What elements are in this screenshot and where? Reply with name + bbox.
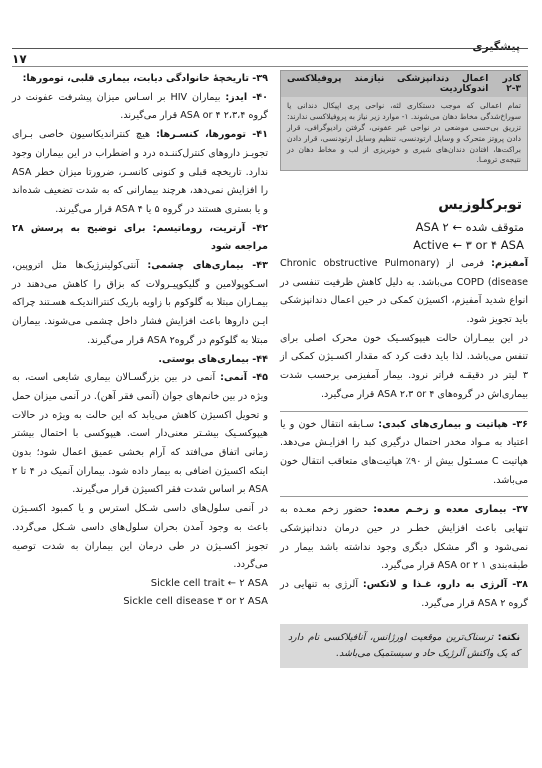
page-number: ۱۷	[12, 52, 27, 66]
info-box	[280, 70, 528, 171]
ulcer-heading: ۳۷- بیماری معده و زخـم معده:	[373, 504, 528, 516]
arthritis-heading: ۴۲- آرتریت، روماتیسم: برای توضیح به پرسش ۲۸ مراجعه شود	[12, 222, 268, 253]
anemia-paragraph	[12, 369, 268, 500]
hypoxia-paragraph: در این بیمـاران حالت هیپوکسـیک خون محرک اصلی برای تنفس می‌باشد. لذا باید دقت کرد که مقدار اکسـیژن کمکی از ۳ لیتر در دقیقـه فراتر نرود. بیمار آمفیزمی برحسب شدت بیماری‌اش در گروه‌های ASA ۲،۳ or ۴ قرار می‌گیرد.	[280, 332, 528, 400]
ulcer-paragraph	[280, 501, 528, 576]
aids-heading: ۴۰- ایدز:	[225, 91, 268, 103]
allergy-text: آلرژی به تنهایی در گروه ۲ ASA قرار می‌گیرد.	[280, 579, 528, 609]
family-history-title: ۳۹- تاریخچهٔ خانوادگی دیابت، بیماری قلبی، تومورها:	[22, 73, 268, 84]
note-text: ترسناک‌ترین موقعیت اورژانس، آنافیلاکسی نام دارد که یک واکنش آلرژیک حاد و سیستمیک می‌باشد.	[288, 631, 520, 659]
allergy-heading: ۳۸- آلرژی به دارو، غـذا و لاتکس:	[362, 579, 528, 591]
skin-heading: ۴۴- بیماری‌های بوستی.	[158, 353, 268, 365]
anemia-heading: ۴۵- آنمی:	[220, 372, 269, 384]
header-rule-bottom	[12, 66, 528, 67]
left-column	[12, 70, 268, 611]
emphysema-heading: آمفیزم:	[491, 257, 528, 269]
info-box-body: تمام اعمالی که موجب دستکاری لثه، نواحی پری اپیکال دندانی یا سوراخ‌شدگی مخاط دهان می‌شوند. ۱- موارد زیر نیاز به پروفیلاکسی ندارند: تزریق بی‌حسی موضعی در نواحی غیر عفونی، گرفتن رادیوگرافی، قرار دادن پروتز متحرک و وسایل ارتودنسی، تنظیم وسایل ارتودنسی، قرار دادن براکت‌ها، افتادن دندان‌های شیری و خونریزی از لب و مخاط دهان در نتیجه‌ی ترومـا.	[287, 101, 521, 165]
eye-heading: ۴۳- بیماری‌های چشمی:	[147, 260, 269, 272]
info-box-label: کادر ۳-۲	[502, 74, 521, 94]
divider	[280, 411, 528, 412]
aids-text: بیماران HIV بر اسـاس میزان پیشرفت عفونت در گروه ۲،۳،۴ ASA or ۴ قرار می‌گیرند.	[12, 91, 268, 122]
family-history-heading	[12, 70, 268, 89]
divider	[280, 496, 528, 497]
sickle-trait-arrow: Sickle cell trait ← ۲ ASA	[150, 577, 268, 589]
tb-arrow-1: متوقف شده ← ۲ ASA	[415, 220, 524, 235]
tumors-heading: ۴۱- تومورها، کنسـرها:	[156, 129, 268, 141]
sickle-paragraph: در آنمی سلول‌های داسی شـکل استرس و یا کمبود اکسـیژن باعث به وجود آمدن بحران سلول‌های داسی شـکل می‌گردد. تجویز اکسـیژن در طی درمان این بیماران به شدت توصیه می‌گردد.	[12, 503, 268, 571]
tb-arrow-2: Active ← ۳ or ۴ ASA	[413, 238, 524, 253]
running-header-title: پیشگیری	[472, 40, 520, 53]
arthritis-paragraph	[12, 220, 268, 257]
aids-paragraph	[12, 89, 268, 126]
ulcer-text: حضور زخم معـده به تنهایی باعث افزایش خطـر در حین درمان دندانپزشکی نمی‌شود و اگر مشکل دیگری وجود نداشته باشد بیمار در طبقه‌بندی ۱ ASA or ۲ قرار می‌گیرد.	[280, 504, 528, 572]
info-box-header	[281, 71, 527, 97]
hepatitis-paragraph	[280, 416, 528, 491]
info-box-title: اعمال دندانپزشکی نیازمند پروفیلاکسی اندوکاردیت	[287, 74, 489, 94]
hepatitis-text: سـابقه انتقال خون و یا اعتیاد به مـواد مخدر احتمال درگیری کبد را افزایـش می‌دهد. هپاتیت C مسـئول بیش از ۹۰٪ هپاتیت‌های متعاقب انتقال خون می‌باشد.	[280, 418, 528, 486]
eye-text: آنتی‌کولینرژیک‌ها مثل اتروپین، اسـکوپولامین و گلیکوپیـرولات که بزاق را کاهش می‌دهند در بیمـاران مبتلا به گلوکوم با زاویه باریک کنترااندیکـه هسـتند چراکه ایـن داروها باعث افزایش فشار داخل چشمی می‌شوند. بیماران مبتلا به گلوکوم در گروه۲ ASA قرار می‌گیرند.	[12, 260, 268, 346]
emphysema-paragraph	[280, 255, 528, 330]
tumors-text: هیچ کنتراندیکاسیون خاصی بـرای تجویـز داروهای کنترل‌کننـده درد و اضطراب در این بیماران وجود ندارد. تاریخچه قبلی و کنونی کانسـر، ضرورتا میزان خطر ASA را افزایش نمی‌دهد، هرچند بیمارانی که به شدت تضعیف شده‌اند و یا بستری هستند در گروه ۵ یا ۴ ASA قرار می‌گیرند.	[12, 129, 268, 215]
allergy-paragraph	[280, 576, 528, 613]
anemia-text: آنمی در بین بزرگسـالان بیماری شایعی است، به ویژه در بین خانم‌های جوان (آنمی فقر آهن). در آنمی میزان حمل و تحویل اکسیژن کاهش می‌یابد که این حالت به ویژه در حالات هیپوکسـیک بیشـتر معنی‌دار است. هیپوکسی با احتمال بیشتر زمانی اتفاق می‌افتد که آرام بخشی عمیق اعمال شود؛ بدون اینکه اکسیژن اضافی به بیمار داده شود. بیماران آنمیک در ۴ تا ۲ ASA بر اساس شدت فقر اکسیژن قرار می‌گیرند.	[12, 372, 268, 496]
skin-paragraph	[12, 351, 268, 370]
hepatitis-heading: ۳۶- هپاتیت و بیماری‌های کبدی:	[378, 418, 529, 430]
eye-paragraph	[12, 257, 268, 351]
emphysema-text: فرمی از (Chronic obstructive Pulmonary disease) COPD می‌باشد. به دلیل کاهش ظرفیت تنفسی در انواع شدید آمفیزم، اکسیژن کمکی در حین اعمال دندانپزشکی باید تجویز شود.	[280, 257, 529, 325]
right-column	[280, 70, 528, 668]
note-label: نکته:	[497, 631, 520, 643]
header-rule	[12, 48, 528, 49]
tumors-paragraph	[12, 126, 268, 220]
note-box	[280, 624, 528, 668]
sickle-disease-line: Sickle cell disease ۳ or ۲ ASA	[123, 595, 268, 607]
section-title: توبرکلوزیس	[438, 197, 522, 214]
